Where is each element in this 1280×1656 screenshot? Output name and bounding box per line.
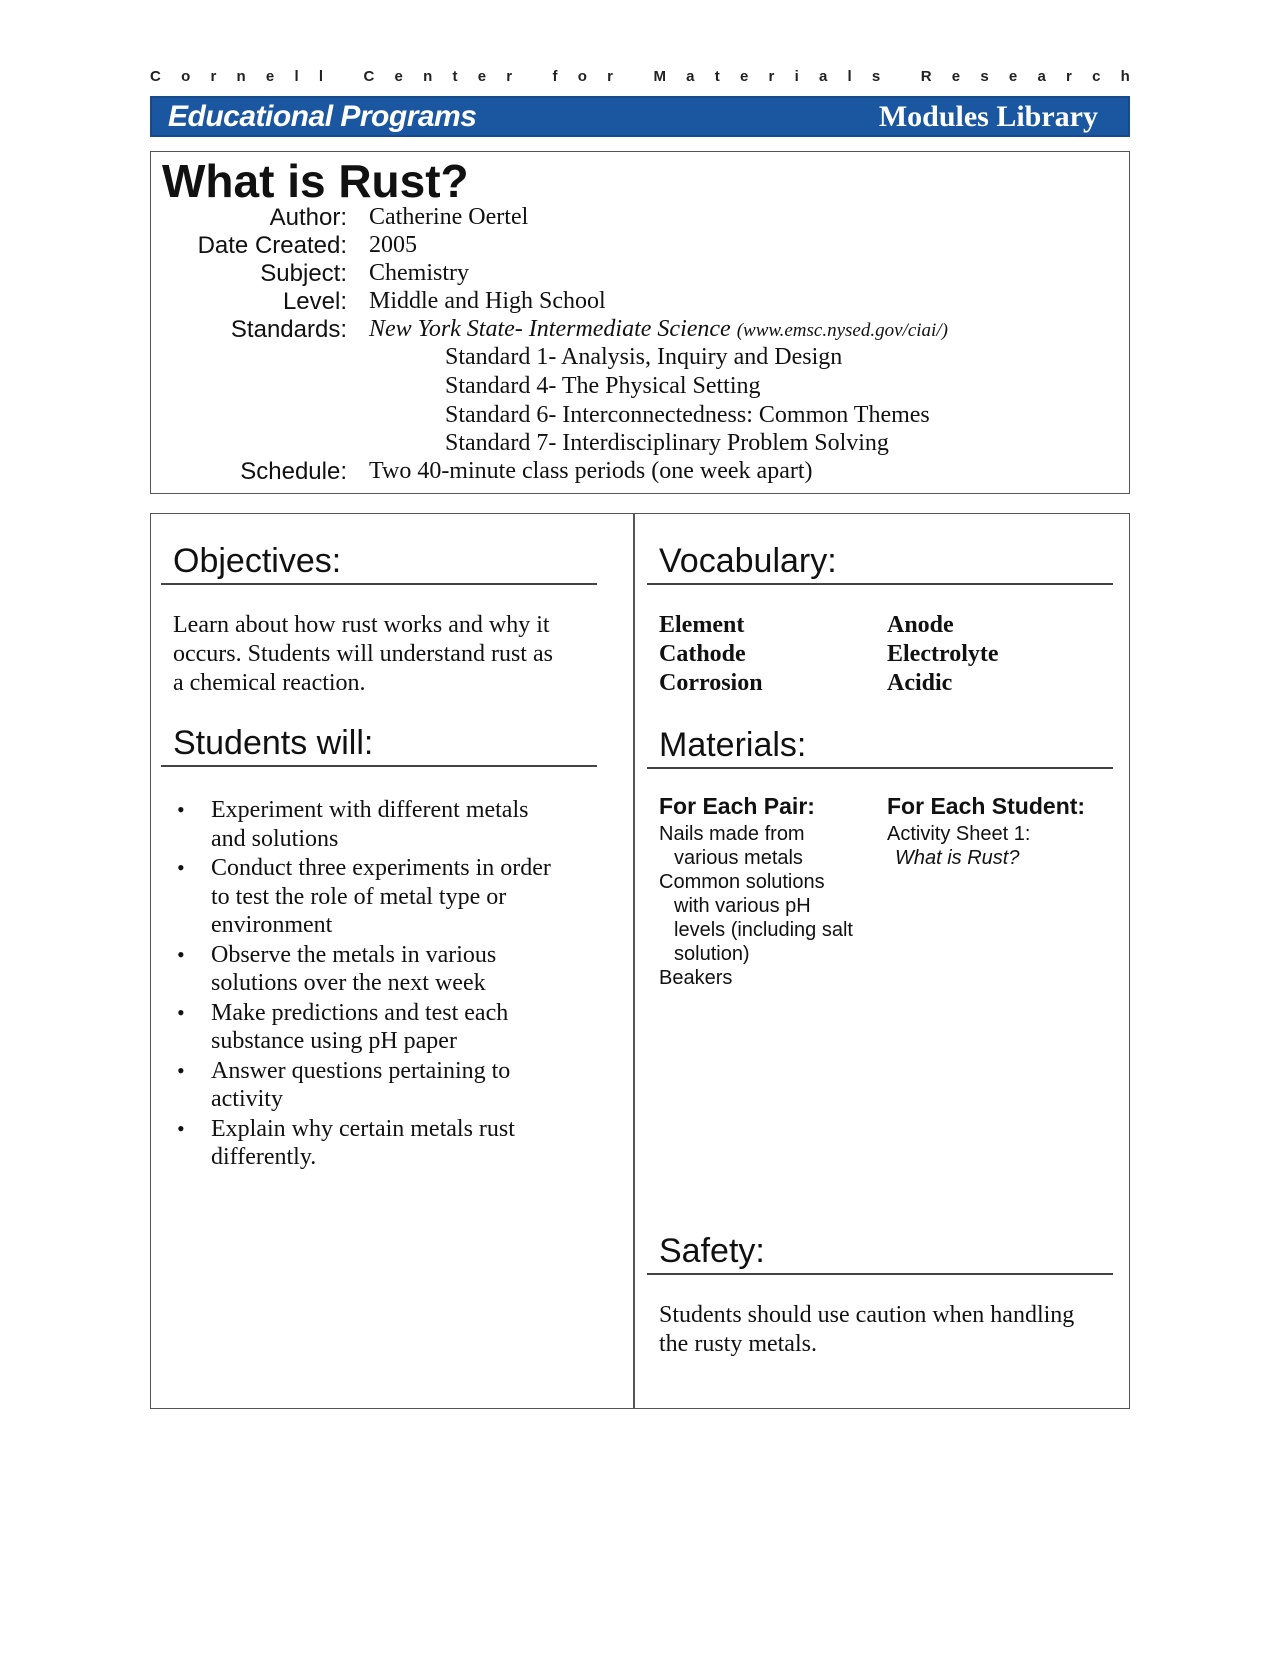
level-value: Middle and High School [369, 288, 606, 314]
for-each-student-heading: For Each Student: [887, 793, 1086, 819]
safety-heading: Safety: [659, 1232, 765, 1270]
vocab-term: Anode [887, 612, 954, 638]
objectives-text [173, 611, 553, 698]
center-title-letter: e [951, 68, 961, 85]
students-will-item-line: Conduct three experiments in order [211, 855, 551, 881]
objectives-line: Learn about how rust works and why it [173, 612, 550, 638]
center-title-letter: r [607, 68, 613, 85]
bullet-icon: • [177, 999, 185, 1025]
author-label: Author: [269, 204, 347, 231]
center-title-letter: e [394, 68, 403, 85]
students-will-item-line: to test the role of metal type or [211, 883, 507, 910]
standards-source: New York State- Intermediate Science [369, 316, 731, 342]
bullet-icon: • [177, 797, 185, 822]
students-will-item-line: Make predictions and test each [211, 999, 509, 1026]
center-title-letter: M [653, 68, 666, 85]
date-value: 2005 [369, 232, 417, 258]
standards-url: (www.emsc.nysed.gov/ciai/) [736, 320, 948, 341]
students-will-rule [161, 765, 597, 767]
center-title-letter: t [452, 68, 458, 85]
module-info-box [150, 151, 1130, 494]
students-will-item-line: Observe the metals in various [211, 941, 497, 968]
column-divider [633, 514, 635, 1408]
vocab-term: Element [659, 612, 745, 638]
materials-rule [647, 767, 1113, 769]
students-will-item-line: activity [211, 1086, 283, 1112]
students-will-heading: Students will: [173, 724, 374, 762]
vocabulary-rule [647, 583, 1113, 585]
center-title-letter: e [265, 68, 275, 85]
center-title-letter: f [552, 68, 558, 85]
subject-label: Subject: [260, 260, 347, 287]
author-value: Catherine Oertel [369, 204, 529, 230]
center-title-letter: e [477, 68, 487, 85]
pair-material-item: Beakers [659, 967, 733, 989]
module-details-box [150, 513, 1130, 1409]
pair-material-item: various metals [674, 847, 803, 869]
center-title-letter: h [1120, 68, 1130, 85]
vocab-term: Acidic [887, 670, 953, 696]
center-title-letter: C [150, 68, 161, 85]
subject-value: Chemistry [369, 260, 469, 286]
page-title: What is Rust? [162, 155, 469, 207]
students-will-item [173, 1115, 593, 1172]
students-will-item [173, 796, 593, 853]
header-banner [150, 96, 1130, 137]
students-will-item-line: differently. [211, 1144, 317, 1170]
standard-item: Standard 6- Interconnectedness: Common Themes [445, 402, 930, 428]
center-title-letter: r [768, 68, 775, 85]
pair-material-item: Common solutions [659, 871, 825, 893]
center-title-letter: o [577, 68, 587, 85]
students-will-item [173, 854, 593, 940]
center-title-letter: r [1066, 68, 1072, 85]
vocabulary-col-2 [887, 611, 999, 698]
center-title-letter: a [818, 68, 828, 85]
standard-item: Standard 7- Interdisciplinary Problem Solving [445, 430, 889, 456]
standard-item: Standard 4- The Physical Setting [445, 373, 761, 399]
objectives-heading: Objectives: [173, 542, 342, 580]
students-will-item-line: substance using pH paper [211, 1028, 457, 1054]
pair-materials-list [659, 822, 853, 990]
schedule-value: Two 40-minute class periods (one week apart) [369, 458, 813, 484]
center-title-letter: r [506, 68, 513, 85]
center-title-letter: t [714, 68, 720, 85]
objectives-rule [161, 583, 597, 585]
center-title-letter: R [920, 68, 932, 85]
bullet-icon: • [177, 855, 185, 880]
for-each-pair-heading: For Each Pair: [659, 793, 815, 819]
pair-material-item: solution) [674, 943, 750, 965]
center-title-letter: n [236, 68, 246, 85]
objectives-line: a chemical reaction. [173, 670, 366, 696]
vocab-term: Cathode [659, 641, 746, 667]
safety-line: Students should use caution when handling [659, 1302, 1075, 1328]
vocabulary-col-1 [659, 611, 763, 698]
center-title-letter: i [794, 68, 799, 85]
center-title-letter: r [210, 68, 217, 85]
students-will-item [173, 999, 593, 1056]
safety-rule [647, 1273, 1113, 1275]
center-title-letter: l [318, 68, 324, 85]
center-title-letter: e [739, 68, 749, 85]
safety-line: the rusty metals. [659, 1331, 817, 1357]
center-name-letterspaced [150, 68, 1130, 85]
students-will-item [173, 941, 593, 998]
safety-text [659, 1301, 1074, 1359]
students-will-item-line: and solutions [211, 825, 339, 852]
students-will-item-line: solutions over the next week [211, 970, 486, 996]
vocabulary-heading: Vocabulary: [659, 542, 837, 580]
student-material-title: What is Rust? [895, 847, 1020, 869]
students-will-item-line: Answer questions pertaining to [211, 1057, 511, 1084]
schedule-label: Schedule: [240, 458, 347, 485]
center-title-letter: l [847, 68, 852, 85]
center-title-letter: n [423, 68, 433, 85]
center-title-letter: l [294, 68, 299, 85]
students-will-item [173, 1057, 593, 1114]
vocab-term: Corrosion [659, 670, 763, 696]
center-title-letter: e [1008, 68, 1018, 85]
students-will-item-line: environment [211, 912, 333, 938]
center-title-letter: C [363, 68, 375, 85]
center-title-letter: o [181, 68, 191, 85]
pair-material-item: with various pH [674, 895, 811, 917]
date-label: Date Created: [197, 232, 347, 259]
center-title-letter: s [871, 68, 881, 85]
standards-source-line [369, 316, 948, 343]
students-will-item-line: Explain why certain metals rust [211, 1115, 515, 1142]
student-materials-list [887, 822, 1030, 870]
center-title-letter: a [1037, 68, 1046, 85]
center-title-letter: s [980, 68, 989, 85]
bullet-icon: • [177, 1057, 185, 1083]
bullet-icon: • [177, 941, 185, 967]
center-title-letter: a [686, 68, 695, 85]
standards-label: Standards: [230, 316, 347, 343]
bullet-icon: • [177, 1115, 185, 1141]
students-will-list [173, 796, 593, 1173]
center-title-letter: c [1092, 68, 1101, 85]
pair-material-item: Nails made from [659, 823, 805, 845]
student-material-item: Activity Sheet 1: [887, 823, 1031, 845]
vocab-term: Electrolyte [887, 641, 999, 667]
materials-heading: Materials: [659, 726, 807, 764]
students-will-item-line: Experiment with different metals [211, 797, 529, 823]
level-label: Level: [282, 288, 347, 315]
objectives-line: occurs. Students will understand rust as [173, 641, 553, 667]
banner-modules-library: Modules Library [878, 100, 1098, 133]
pair-material-item: levels (including salt [674, 919, 853, 941]
banner-educational-programs: Educational Programs [168, 100, 477, 133]
standard-item: Standard 1- Analysis, Inquiry and Design [445, 344, 843, 370]
